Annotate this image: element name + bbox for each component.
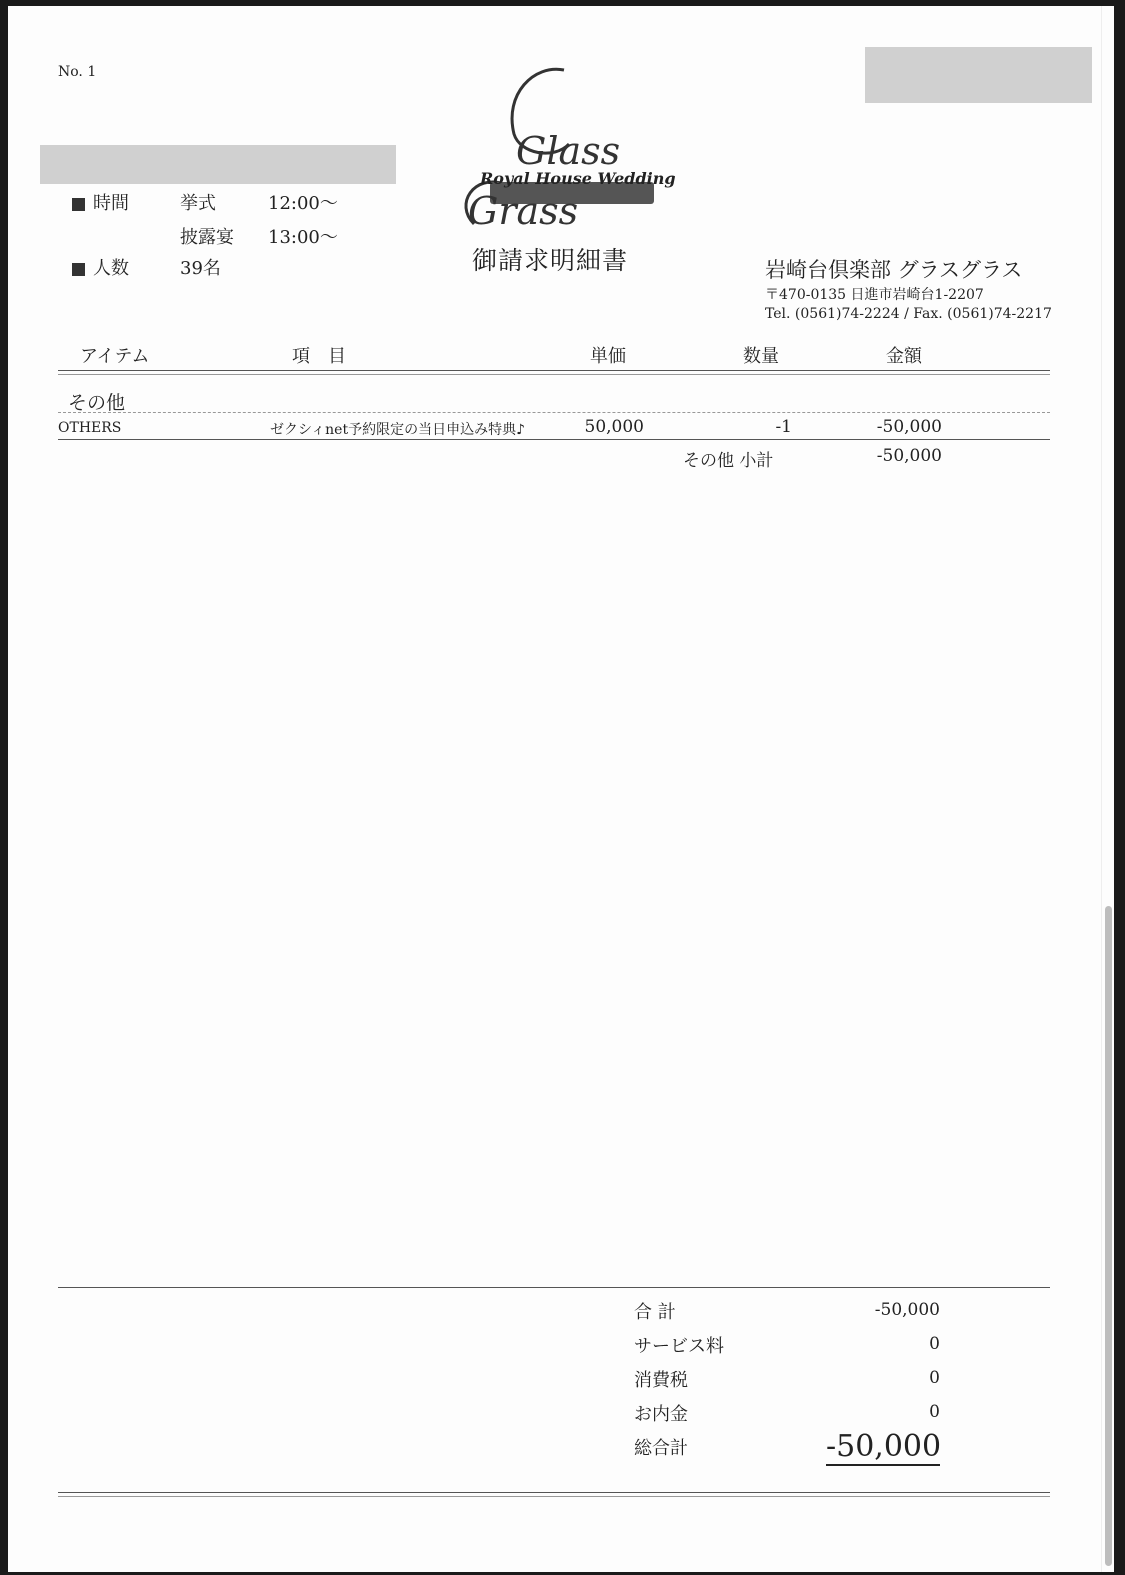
logo-line1: Glass [516,129,621,173]
tax-label: 消費税 [634,1370,688,1391]
row-item: OTHERS [58,420,122,436]
reception-time: 13:00〜 [268,227,338,248]
header-description: 項 目 [292,346,346,367]
category-divider [58,412,1050,413]
header-item: アイテム [80,346,150,367]
tax-value: 0 [929,1368,940,1388]
company-name: 岩崎台倶楽部 グラスグラス [765,258,1023,282]
service-label: サービス料 [634,1336,724,1357]
ceremony-time: 12:00〜 [268,193,338,214]
document-title: 御請求明細書 [472,246,629,275]
scrollbar-track[interactable] [1101,6,1114,1572]
row-divider [58,439,1050,440]
bullet-square-icon [72,263,85,276]
header-quantity: 数量 [743,346,779,367]
header-divider [58,370,1050,371]
grand-total-label: 総合計 [634,1438,688,1459]
subtotal-value: -50,000 [876,446,942,466]
total-label: 合 計 [634,1302,676,1323]
row-description: ゼクシィnet予約限定の当日申込み特典♪ [270,422,526,438]
row-quantity: -1 [775,417,792,437]
service-value: 0 [929,1334,940,1354]
total-value: -50,000 [874,1300,940,1320]
time-label: 時間 [93,193,129,214]
guests-label-row [72,254,129,280]
header-unit-price: 単価 [590,346,626,367]
category-label: その他 [68,392,126,414]
deposit-label: お内金 [634,1404,688,1425]
summary-divider-bottom-secondary [58,1496,1050,1497]
logo-line3: Grass [468,189,579,233]
scrollbar-thumb[interactable] [1105,906,1112,1566]
header-amount: 金額 [886,346,922,367]
deposit-value: 0 [929,1402,940,1422]
ceremony-label: 挙式 [180,193,216,214]
guests-label: 人数 [93,258,129,279]
summary-divider-bottom [58,1492,1050,1493]
bullet-square-icon [72,198,85,211]
grand-total-value: -50,000 [826,1429,942,1464]
guests-value: 39名 [180,258,221,279]
row-amount: -50,000 [876,417,942,437]
invoice-page [8,6,1114,1572]
company-address: 〒470-0135 日進市岩崎台1-2207 [765,287,984,303]
subtotal-label: その他 小計 [683,451,774,471]
company-tel: Tel. (0561)74-2224 / Fax. (0561)74-2217 [765,306,1052,322]
glass-grass-logo [434,64,680,234]
header-divider-secondary [58,374,1050,375]
logo-line2: Royal House Wedding [480,169,676,188]
row-unit-price: 50,000 [584,417,644,437]
redacted-area-left [40,145,396,184]
document-number: No. 1 [58,64,97,80]
redacted-area-top [865,47,1092,103]
reception-label: 披露宴 [180,227,234,248]
summary-divider-top [58,1287,1050,1288]
time-label-row [72,189,129,215]
